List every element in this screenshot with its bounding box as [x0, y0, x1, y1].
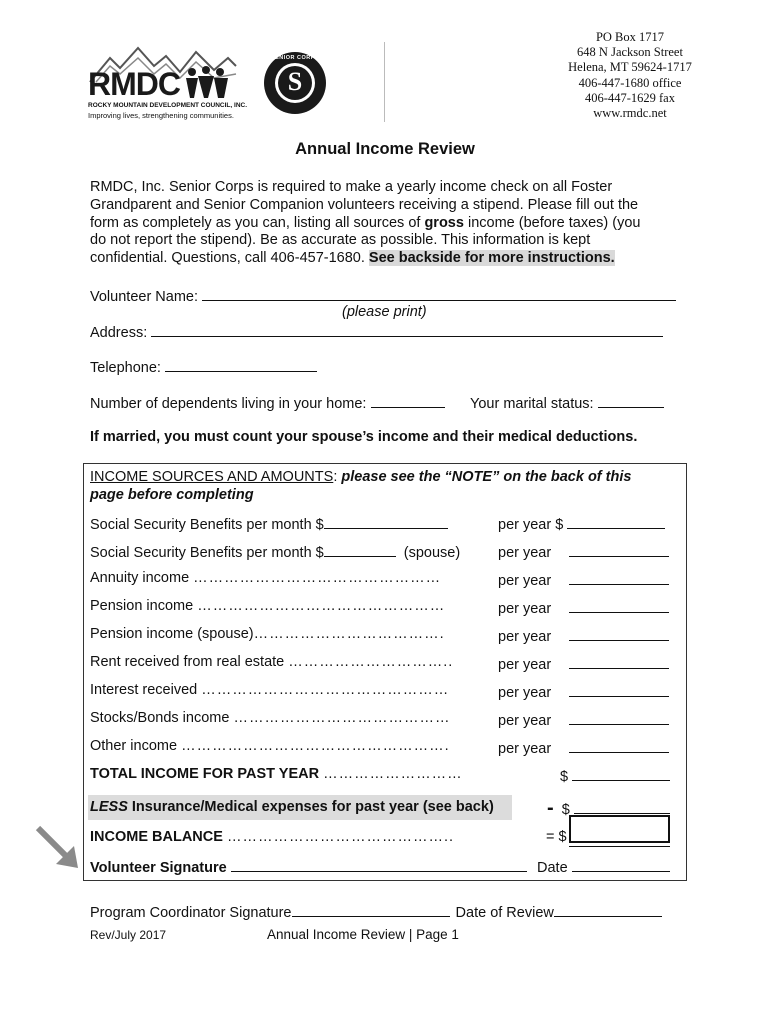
- intro-text: form as completely as you can, listing all sources of: [90, 214, 425, 231]
- per-year-label: per year: [498, 601, 552, 617]
- pension-year-row: [498, 598, 669, 617]
- telephone-field[interactable]: [165, 357, 317, 372]
- signature-date-field[interactable]: [572, 857, 670, 872]
- medical-expenses-field[interactable]: [574, 799, 670, 814]
- telephone-row: [90, 357, 317, 376]
- income-header-sep: :: [333, 469, 342, 485]
- seal-text: SENIOR CORPS: [270, 55, 320, 61]
- pension-spouse-row: [90, 626, 445, 642]
- backside-instructions-note: See backside for more instructions.: [368, 250, 615, 267]
- coordinator-signature-label: Program Coordinator Signature: [90, 905, 292, 921]
- intro-line: [90, 215, 690, 233]
- minus-sign: -: [547, 797, 554, 819]
- ss-monthly-field[interactable]: [324, 514, 448, 529]
- volunteer-name-row: [90, 286, 676, 305]
- volunteer-signature-row: [90, 857, 527, 876]
- phone-fax: 406-447-1629 fax: [585, 90, 675, 105]
- stocks-row: [90, 710, 450, 726]
- intro-line: [90, 250, 690, 268]
- interest-row: [90, 682, 449, 698]
- address-row: [90, 322, 663, 341]
- annuity-yearly-field[interactable]: [569, 570, 669, 585]
- income-balance-field[interactable]: [569, 815, 670, 843]
- equals-dollar: = $: [546, 829, 567, 845]
- people-icon: [184, 66, 234, 102]
- intro-paragraph: [90, 179, 690, 268]
- ss-spouse-yearly-field[interactable]: [569, 542, 669, 557]
- leader-dots: ……………………………….: [253, 626, 445, 642]
- date-of-review-field[interactable]: [554, 902, 662, 917]
- total-income-field[interactable]: [572, 766, 670, 781]
- leader-dots: …………………………………………: [197, 598, 446, 614]
- pension-spouse-year-row: [498, 626, 669, 645]
- volunteer-name-field[interactable]: [202, 286, 676, 301]
- ss-label: Social Security Benefits per month $: [90, 517, 324, 533]
- other-yearly-field[interactable]: [569, 738, 669, 753]
- rent-yearly-field[interactable]: [569, 654, 669, 669]
- signature-date-row: [537, 857, 670, 876]
- logo-subtitle: ROCKY MOUNTAIN DEVELOPMENT COUNCIL, INC.: [88, 102, 248, 109]
- total-row: [90, 766, 463, 782]
- leader-dots: …………………………..: [288, 654, 454, 670]
- balance-amount-row: [546, 829, 567, 845]
- logo-tagline: Improving lives, strengthening communities.: [88, 111, 234, 120]
- interest-year-row: [498, 682, 669, 701]
- volunteer-name-label: Volunteer Name:: [90, 289, 199, 305]
- dollar-sign: $: [561, 802, 570, 818]
- date-of-review-label: Date of Review: [455, 905, 554, 921]
- interest-label: Interest received: [90, 682, 198, 698]
- annuity-year-row: [498, 570, 669, 589]
- income-header-title: INCOME SOURCES AND AMOUNTS: [90, 469, 334, 485]
- pension-yearly-field[interactable]: [569, 598, 669, 613]
- volunteer-signature-label: Volunteer Signature: [90, 860, 227, 876]
- ss-row: [90, 514, 448, 533]
- other-label: Other income: [90, 738, 178, 754]
- logo-text: RMDC: [88, 66, 180, 102]
- other-year-row: [498, 738, 669, 757]
- rent-year-row: [498, 654, 669, 673]
- intro-line: Grandparent and Senior Companion volunteers receiving a stipend. Please fill out the: [90, 196, 639, 213]
- page-title: Annual Income Review: [295, 140, 475, 158]
- page-footer: Annual Income Review | Page 1: [267, 927, 459, 942]
- annuity-label: Annuity income: [90, 570, 190, 586]
- dollar-sign: $: [560, 769, 569, 785]
- interest-yearly-field[interactable]: [569, 682, 669, 697]
- volunteer-signature-field[interactable]: [231, 857, 527, 872]
- pointer-arrow-icon: [34, 824, 82, 870]
- stocks-yearly-field[interactable]: [569, 710, 669, 725]
- rmdc-logo: [88, 44, 248, 122]
- phone-office: 406-447-1680 office: [578, 75, 682, 90]
- ss-spouse-year-row: [498, 542, 669, 561]
- other-row: [90, 738, 450, 754]
- ss-year-row: [498, 514, 665, 533]
- marital-row: [470, 393, 664, 412]
- per-year-label: per year: [498, 713, 552, 729]
- balance-underline: [569, 846, 670, 847]
- coordinator-signature-field[interactable]: [292, 902, 450, 917]
- less-row: [90, 799, 494, 815]
- annuity-row: [90, 570, 441, 586]
- intro-line: do not report the stipend). Be as accurate as possible. This information is kept: [90, 232, 591, 249]
- total-amount-row: [560, 766, 670, 785]
- income-header: [90, 468, 680, 504]
- married-note: If married, you must count your spouse’s income and their medical deductions.: [90, 429, 638, 445]
- marital-field[interactable]: [598, 393, 664, 408]
- please-print-hint: (please print): [342, 304, 427, 320]
- income-header-note: please see the “NOTE” on the back of this: [341, 469, 632, 485]
- intro-text: income (before taxes) (you: [463, 214, 641, 231]
- per-year-label: per year: [498, 741, 552, 757]
- ss-spouse-monthly-field[interactable]: [324, 542, 396, 557]
- website: www.rmdc.net: [593, 106, 667, 121]
- leader-dots: ……………………………………: [233, 710, 451, 726]
- marital-label: Your marital status:: [470, 396, 594, 412]
- balance-row: [90, 829, 454, 845]
- stocks-year-row: [498, 710, 669, 729]
- per-year-label: per year: [498, 573, 552, 589]
- total-label: TOTAL INCOME FOR PAST YEAR: [90, 766, 320, 782]
- per-year-label: per year: [498, 685, 552, 701]
- balance-label: INCOME BALANCE: [90, 829, 223, 845]
- stocks-label: Stocks/Bonds income: [90, 710, 230, 726]
- per-year-label: per year: [498, 657, 552, 673]
- pension-label: Pension income: [90, 598, 194, 614]
- intro-text: confidential. Questions, call 406-457-1680.: [90, 250, 369, 267]
- per-year-label: per year: [498, 629, 552, 645]
- pension-row: [90, 598, 445, 614]
- per-year-label: per year: [498, 545, 552, 561]
- leader-dots: …………………………………………: [193, 570, 442, 586]
- ss-yearly-field[interactable]: [567, 514, 665, 529]
- header-divider: [384, 42, 385, 122]
- pension-spouse-label: Pension income (spouse): [90, 626, 254, 642]
- org-address: [520, 30, 740, 121]
- leader-dots: ………………………: [323, 766, 463, 782]
- less-label: LESS: [90, 799, 128, 815]
- seal-letter: S: [287, 67, 303, 96]
- address-line: PO Box 1717: [595, 30, 665, 44]
- leader-dots: …………………………………………….: [181, 738, 450, 754]
- ss-spouse-row: [90, 542, 460, 561]
- date-label: Date: [537, 860, 568, 876]
- senior-corps-seal: [262, 50, 328, 116]
- pension-spouse-yearly-field[interactable]: [569, 626, 669, 641]
- intro-line: RMDC, Inc. Senior Corps is required to make a yearly income check on all Foster: [90, 179, 613, 195]
- address-label: Address:: [90, 325, 148, 341]
- leader-dots: …………………………………………: [201, 682, 450, 698]
- dependents-field[interactable]: [371, 393, 445, 408]
- revision-label: Rev/July 2017: [90, 928, 167, 942]
- leader-dots: ……………………………………..: [226, 829, 455, 845]
- ss-spouse-label: Social Security Benefits per month $: [90, 545, 324, 561]
- spouse-label: (spouse): [403, 545, 461, 561]
- gross-emphasis: gross: [424, 214, 464, 231]
- coordinator-signature-row: [90, 902, 662, 921]
- address-line: 648 N Jackson Street: [577, 45, 683, 60]
- dependents-label: Number of dependents living in your home:: [90, 396, 367, 412]
- address-field[interactable]: [151, 322, 663, 337]
- rent-label: Rent received from real estate: [90, 654, 285, 670]
- telephone-label: Telephone:: [90, 360, 161, 376]
- income-header-note-cont: page before completing: [90, 487, 254, 503]
- dependents-row: [90, 393, 445, 412]
- address-line: Helena, MT 59624-1717: [568, 60, 692, 75]
- rent-row: [90, 654, 453, 670]
- per-year-label: per year $: [498, 517, 564, 533]
- less-description: Insurance/Medical expenses for past year (see back): [127, 799, 494, 815]
